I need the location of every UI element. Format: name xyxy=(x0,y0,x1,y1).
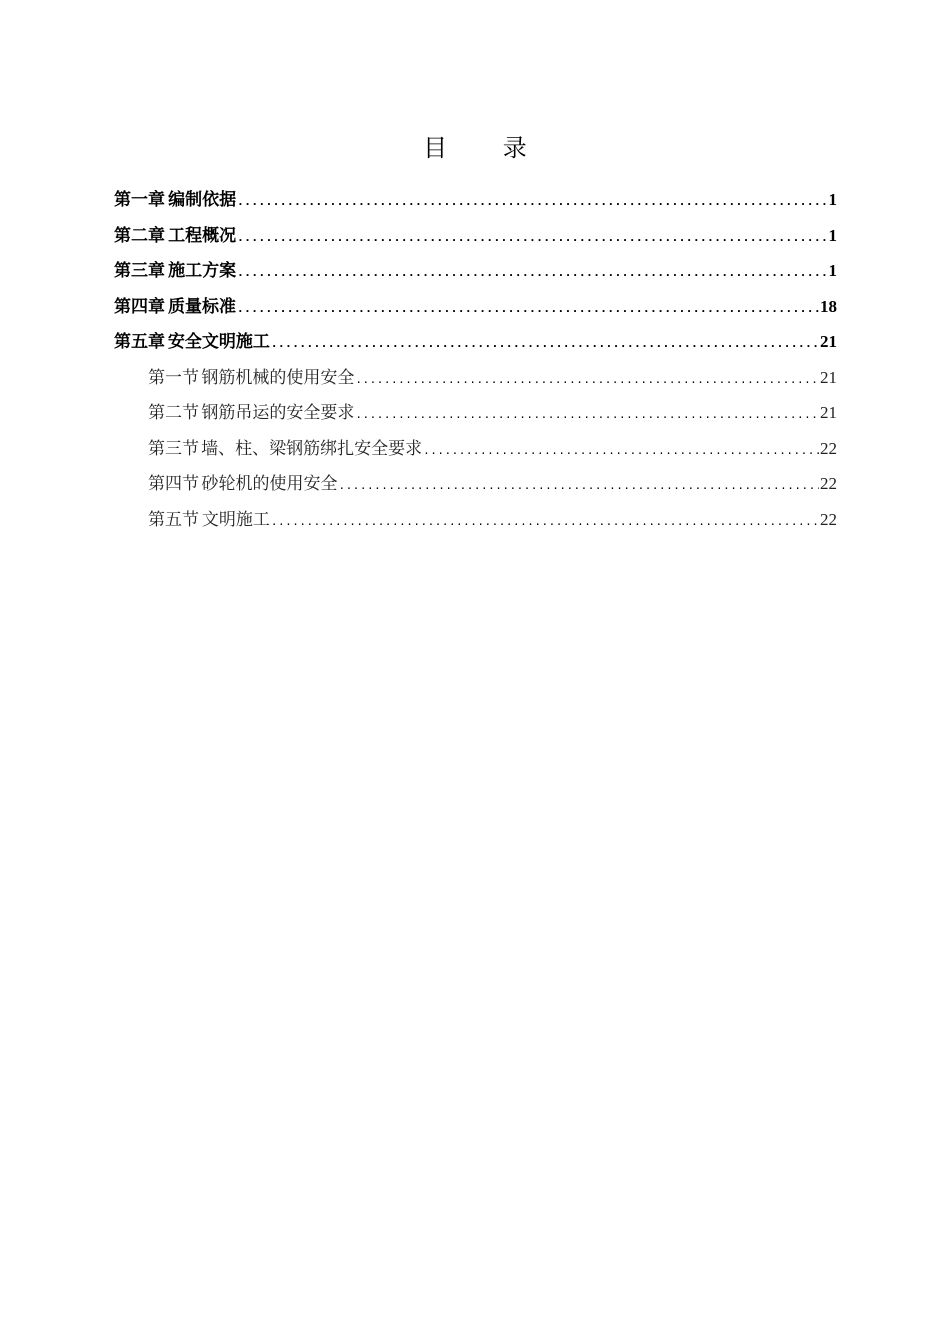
toc-entry-text: 质量标准 xyxy=(168,296,237,317)
toc-entry-section-3[interactable] xyxy=(114,431,837,467)
toc-entry-chapter-3[interactable] xyxy=(114,253,837,289)
toc-entry-text: 编制依据 xyxy=(168,190,237,210)
toc-entry-number: 第二章 xyxy=(114,225,165,246)
toc-entry-section-1[interactable] xyxy=(114,360,837,396)
toc-entry-page: 1 xyxy=(828,225,837,245)
toc-entry-page: 21 xyxy=(820,332,837,351)
toc-entry-text: 文明施工 xyxy=(201,509,270,530)
toc-entry-text: 钢筋机械的使用安全 xyxy=(201,367,355,388)
toc-entry-page: 18 xyxy=(820,296,837,316)
toc-leader-dots xyxy=(355,397,819,433)
toc-entry-number: 第五节 xyxy=(148,509,199,530)
toc-entry-number: 第四章 xyxy=(114,296,165,317)
toc-entry-text: 墙、柱、梁钢筋绑扎安全要求 xyxy=(201,438,423,459)
toc-leader-dots xyxy=(237,291,819,327)
toc-entry-number: 第三节 xyxy=(148,438,199,459)
toc-entry-page: 21 xyxy=(820,367,837,387)
toc-leader-dots xyxy=(423,433,819,469)
toc-leader-dots xyxy=(339,468,819,504)
toc-entry-text: 工程概况 xyxy=(168,225,237,246)
toc-entry-page: 22 xyxy=(820,509,837,529)
toc-leader-dots xyxy=(355,362,819,398)
toc-entry-page: 1 xyxy=(828,261,837,280)
toc-entry-section-2[interactable] xyxy=(114,395,837,431)
toc-entry-text: 安全文明施工 xyxy=(167,332,270,352)
table-of-contents xyxy=(114,182,837,537)
toc-entry-page: 22 xyxy=(820,438,837,458)
toc-entry-page: 21 xyxy=(820,403,837,422)
toc-entry-text: 施工方案 xyxy=(168,261,237,281)
toc-entry-number: 第一节 xyxy=(148,367,199,388)
toc-leader-dots xyxy=(237,220,827,256)
toc-entry-number: 第四节 xyxy=(148,474,199,494)
toc-leader-dots xyxy=(237,184,827,220)
toc-entry-page: 22 xyxy=(820,474,837,493)
toc-entry-chapter-4[interactable] xyxy=(114,289,837,325)
toc-entry-number: 第三章 xyxy=(114,261,165,281)
toc-entry-section-4[interactable] xyxy=(114,466,837,502)
toc-title: 目 录 xyxy=(423,134,551,162)
toc-entry-number: 第五章 xyxy=(114,332,165,352)
toc-entry-chapter-5[interactable] xyxy=(114,324,837,360)
toc-entry-text: 钢筋吊运的安全要求 xyxy=(201,403,355,423)
toc-entry-section-5[interactable] xyxy=(114,502,837,538)
toc-leader-dots xyxy=(271,504,819,540)
toc-entry-chapter-1[interactable] xyxy=(114,182,837,218)
toc-leader-dots xyxy=(237,255,827,291)
toc-entry-number: 第一章 xyxy=(114,190,165,210)
toc-entry-chapter-2[interactable] xyxy=(114,218,837,254)
toc-entry-page: 1 xyxy=(828,190,837,209)
toc-leader-dots xyxy=(271,326,819,362)
toc-entry-number: 第二节 xyxy=(148,403,199,423)
toc-entry-text: 砂轮机的使用安全 xyxy=(201,474,338,494)
